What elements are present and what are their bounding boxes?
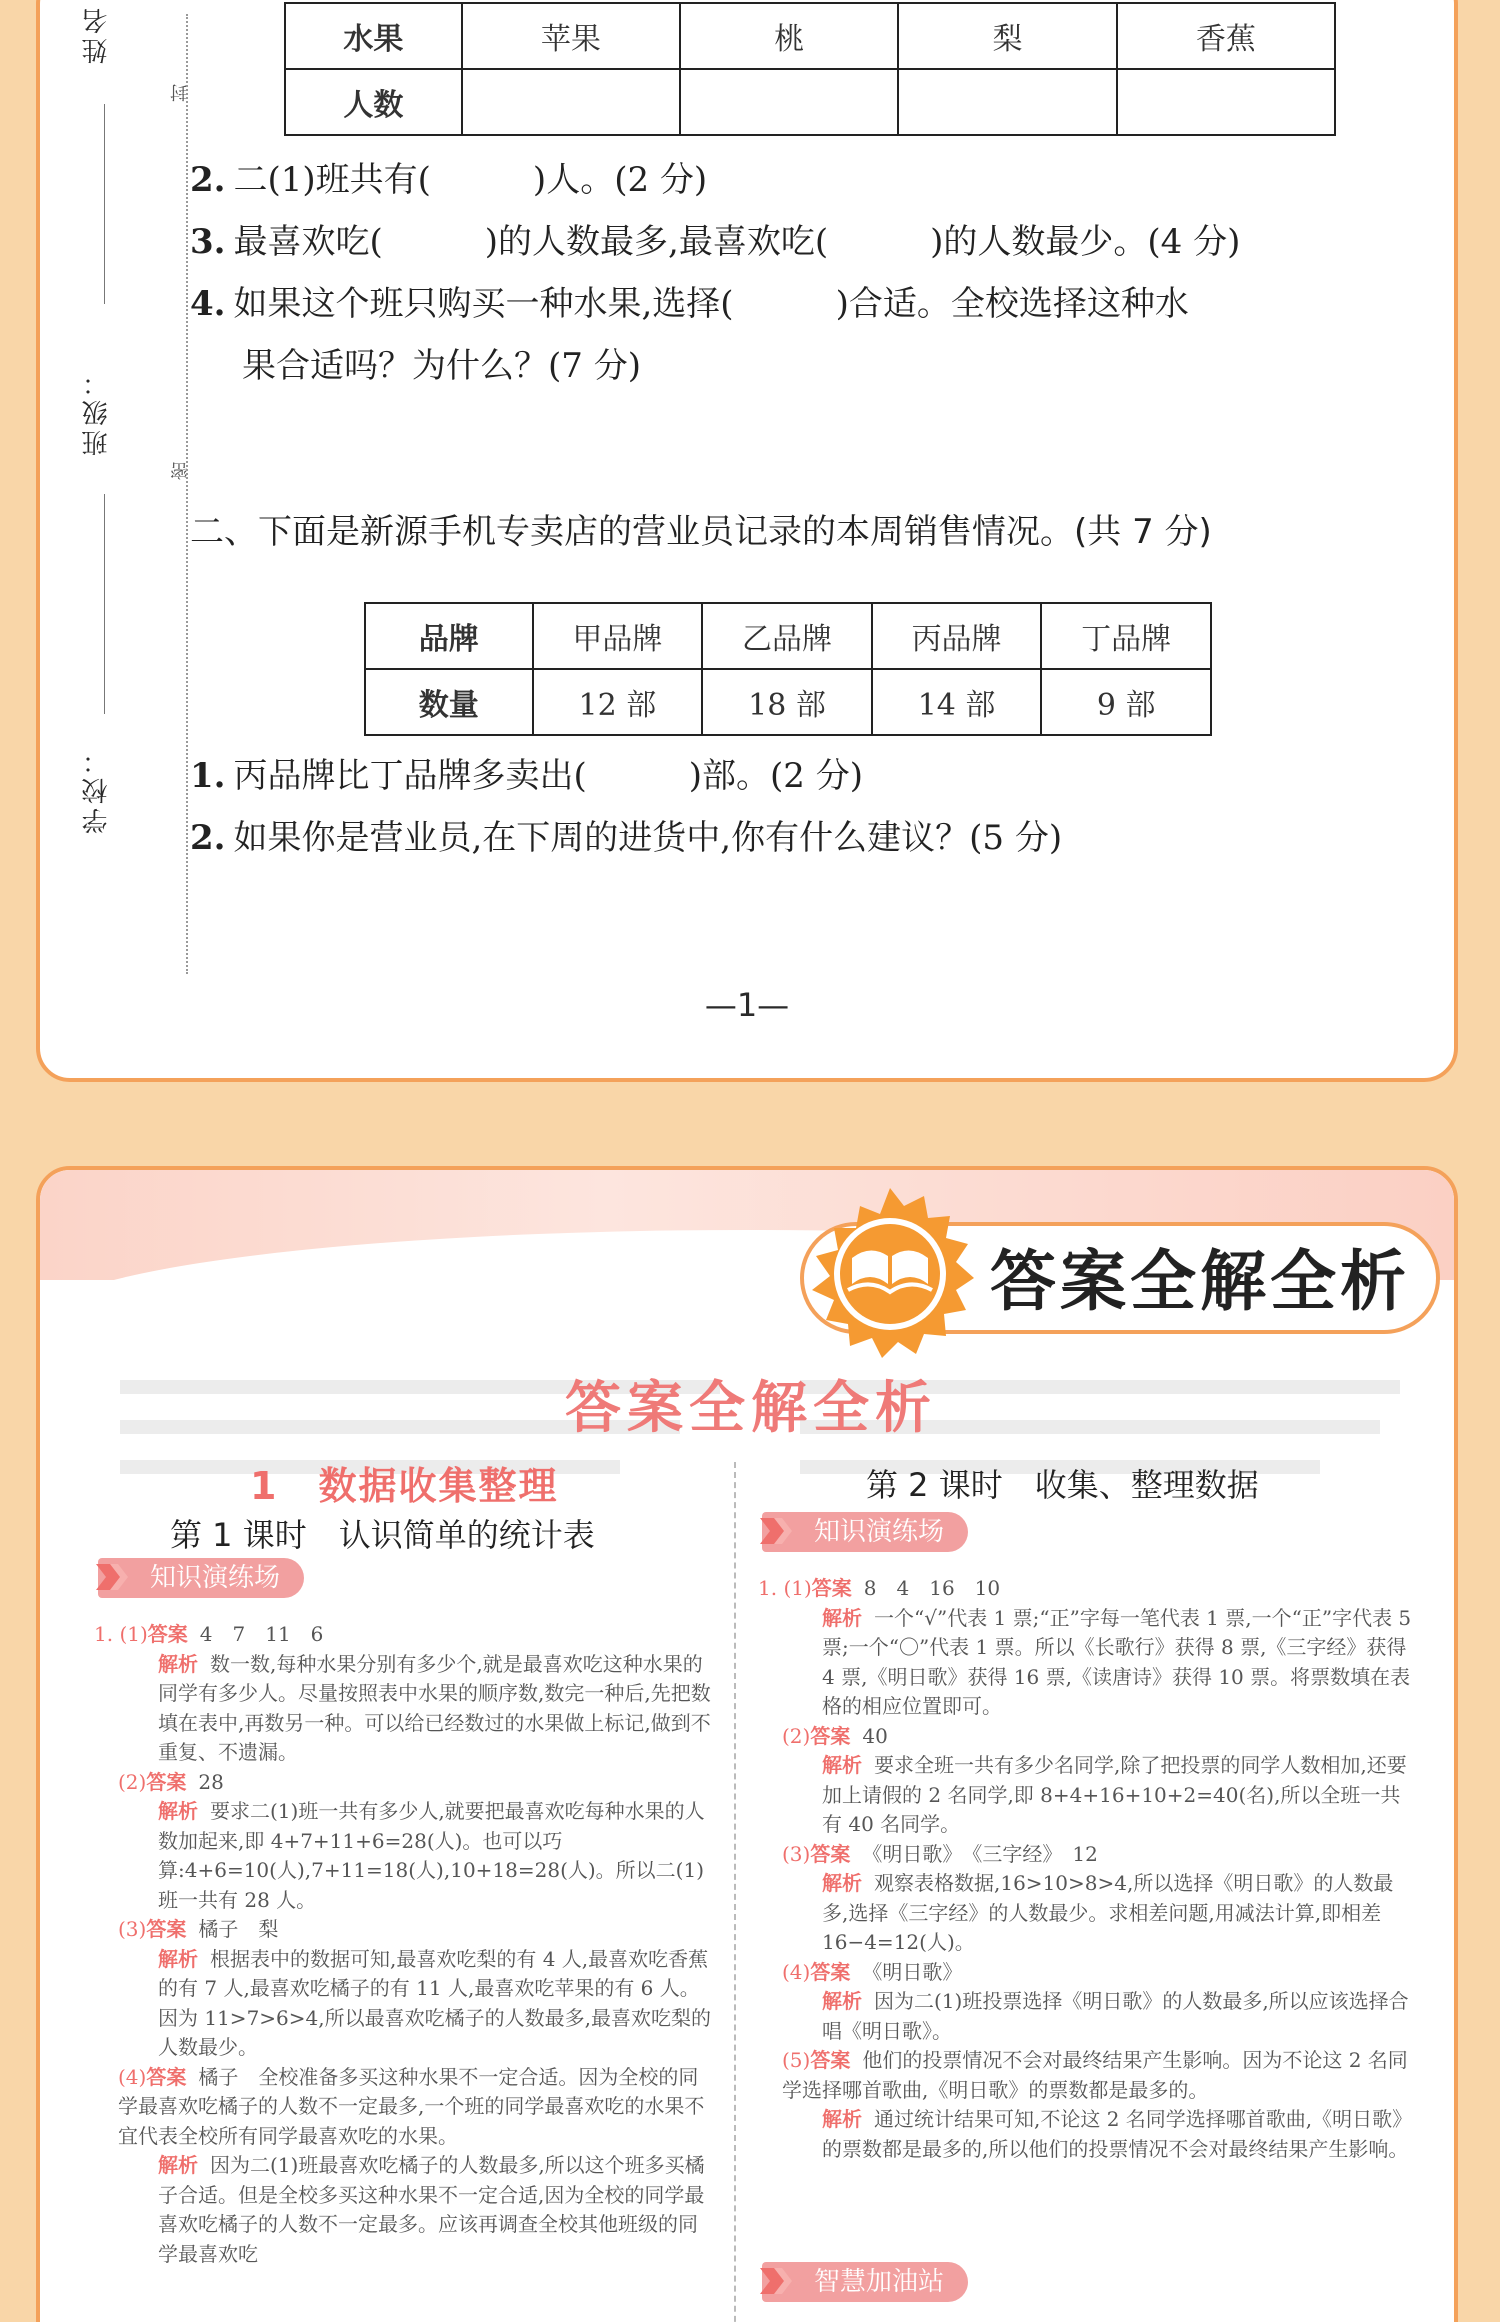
section-pill-1: 知识演练场 bbox=[98, 1558, 304, 1598]
table-cell: 丁品牌 bbox=[1041, 603, 1211, 669]
phone-table-header-row bbox=[365, 603, 1211, 669]
table-cell: 数量 bbox=[365, 669, 533, 735]
banner-title: 答案全解全析 bbox=[990, 1243, 1410, 1320]
book-badge-icon bbox=[800, 1186, 980, 1366]
class-line bbox=[104, 494, 105, 714]
table-cell: 丙品牌 bbox=[872, 603, 1042, 669]
table-cell: 14 部 bbox=[872, 669, 1042, 735]
lesson-1-answers bbox=[94, 1620, 714, 2269]
question-4: 4. 如果这个班只购买一种水果,选择( )合适。全校选择这种水 bbox=[190, 284, 1189, 324]
phone-sales-table bbox=[364, 602, 1212, 736]
empty-cell bbox=[680, 69, 898, 135]
table-cell: 甲品牌 bbox=[533, 603, 703, 669]
answer-2-5: (5)答案 他们的投票情况不会对最终结果产生影响。因为不论这 2 名同学选择哪首歌曲,《明日歌》的票数都是最多的。 bbox=[782, 2048, 1408, 2102]
lesson-1-title: 第 1 课时 认识简单的统计表 bbox=[170, 1516, 595, 1554]
analysis-2-2: 解析 要求全班一共有多少名同学,除了把投票的同学人数相加,还要加上请假的 2 名同学,即 8+4+16+10+2=40(名),所以全班一共有 40 名同学。 bbox=[822, 1753, 1407, 1836]
main-title: 答案全解全析 bbox=[565, 1376, 937, 1441]
question-2: 2. 二(1)班共有( )人。(2 分) bbox=[190, 160, 708, 200]
answer-1-2: (2)答案 28 bbox=[118, 1769, 224, 1794]
empty-cell bbox=[898, 69, 1116, 135]
analysis-2-5: 解析 通过统计结果可知,不论这 2 名同学选择哪首歌曲,《明日歌》的票数都是最多的,所以他们的投票情况不会对最终结果产生影响。 bbox=[822, 2107, 1413, 2161]
answer-2-3: (3)答案 《明日歌》 《三字经》 12 bbox=[782, 1841, 1098, 1866]
table-cell: 12 部 bbox=[533, 669, 703, 735]
table-cell: 水果 bbox=[285, 3, 462, 69]
analysis-2-4: 解析 因为二(1)班投票选择《明日歌》的人数最多,所以应该选择合唱《明日歌》。 bbox=[822, 1989, 1409, 2043]
column-divider bbox=[734, 1462, 736, 2322]
analysis-1-4: 解析 因为二(1)班最喜欢吃橘子的人数最多,所以这个班多买橘子合适。但是全校多买这种水果不一定合适,因为全校的同学最喜欢吃橘子的人数不一定最多。应该再调查全校其他班级的同学最喜欢吃 bbox=[158, 2153, 705, 2266]
fruit-table-count-row bbox=[285, 69, 1335, 135]
table-cell: 18 部 bbox=[702, 669, 872, 735]
table-cell: 桃 bbox=[680, 3, 898, 69]
answer-1-4: (4)答案 橘子 全校准备多买这种水果不一定合适。因为全校的同学最喜欢吃橘子的人数不一定最多,一个班的同学最喜欢吃的水果不宜代表全校所有同学最喜欢吃的水果。 bbox=[118, 2064, 705, 2148]
empty-cell bbox=[1117, 69, 1335, 135]
analysis-1-3: 解析 根据表中的数据可知,最喜欢吃梨的有 4 人,最喜欢吃香蕉的有 7 人,最喜欢吃橘子的有 11 人,最喜欢吃苹果的有 6 人。因为 11>7>6>4,所以最喜欢吃橘子的人数最多,最喜欢吃梨的人数最少。 bbox=[158, 1946, 711, 2059]
fruit-table bbox=[284, 2, 1336, 136]
name-line bbox=[104, 104, 105, 304]
answer-2-1: 1. (1)答案 8 4 16 10 bbox=[758, 1576, 1001, 1600]
question-4-cont: 果合适吗？为什么？(7 分) bbox=[242, 346, 641, 386]
name-label: 姓名 bbox=[82, 4, 112, 64]
analysis-1-1: 解析 数一数,每种水果分别有多少个,就是最喜欢吃这种水果的同学有多少人。尽量按照表中水果的顺序数,数完一种后,先把数填在表中,再数另一种。可以给已经数过的水果做上标记,做到不重复、不遗漏。 bbox=[158, 1651, 711, 1764]
question-3: 3. 最喜欢吃( )的人数最多,最喜欢吃( )的人数最少。(4 分) bbox=[190, 222, 1241, 262]
fruit-table-header-row bbox=[285, 3, 1335, 69]
empty-cell bbox=[462, 69, 680, 135]
seal-char-2: 密 bbox=[170, 462, 191, 480]
section-pill-2: 知识演练场 bbox=[762, 1512, 968, 1552]
seal-char-1: 封 bbox=[170, 84, 191, 102]
table-cell: 人数 bbox=[285, 69, 462, 135]
table-cell: 9 部 bbox=[1041, 669, 1211, 735]
table-cell: 梨 bbox=[898, 3, 1116, 69]
pill-arrow-icon bbox=[756, 1508, 802, 1554]
phone-table-count-row bbox=[365, 669, 1211, 735]
answer-2-2: (2)答案 40 bbox=[782, 1723, 888, 1748]
table-cell: 乙品牌 bbox=[702, 603, 872, 669]
table-cell: 苹果 bbox=[462, 3, 680, 69]
pill-arrow-icon bbox=[756, 2258, 802, 2304]
lesson-2-title: 第 2 课时 收集、整理数据 bbox=[866, 1466, 1259, 1504]
answer-1-3: (3)答案 橘子 梨 bbox=[118, 1917, 279, 1941]
section-2-title: 二、下面是新源手机专卖店的营业员记录的本周销售情况。(共 7 分) bbox=[190, 512, 1212, 552]
chapter-title: 1 数据收集整理 bbox=[250, 1464, 559, 1508]
table-cell: 品牌 bbox=[365, 603, 533, 669]
page-number: —1— bbox=[704, 986, 790, 1024]
answer-page bbox=[36, 1166, 1458, 2322]
dotted-cut-line bbox=[186, 14, 188, 974]
analysis-2-3: 解析 观察表格数据,16>10>8>4,所以选择《明日歌》的人数最多,选择《三字经》的人数最少。求相差问题,用减法计算,即相差 16−4=12(人)。 bbox=[822, 1871, 1394, 1954]
section-pill-3: 智慧加油站 bbox=[762, 2262, 968, 2302]
answer-1-1: 1. (1)答案 4 7 11 6 bbox=[94, 1622, 324, 1646]
section-2-question-2: 2. 如果你是营业员,在下周的进货中,你有什么建议？(5 分) bbox=[190, 818, 1063, 858]
analysis-2-1: 解析 一个“√”代表 1 票;“正”字每一笔代表 1 票,一个“正”字代表 5 票;一个“〇”代表 1 票。所以《长歌行》获得 8 票,《三字经》获得 4 票,《明日歌》获得 16 票,《读唐诗》获得 10 票。将票数填在表格的相应位置即可。 bbox=[822, 1605, 1412, 1718]
pill-arrow-icon bbox=[92, 1554, 138, 1600]
answer-2-4: (4)答案 《明日歌》 bbox=[782, 1959, 963, 1984]
exam-page bbox=[36, 0, 1458, 1082]
analysis-1-2: 解析 要求二(1)班一共有多少人,就要把最喜欢吃每种水果的人数加起来,即 4+7+11+6=28(人)。也可以巧算:4+6=10(人),7+11=18(人),10+18=28(人)。所以二(1)班一共有 28 人。 bbox=[158, 1799, 705, 1912]
school-label: 学校： bbox=[82, 744, 112, 834]
table-cell: 香蕉 bbox=[1117, 3, 1335, 69]
lesson-2-answers bbox=[758, 1574, 1418, 2164]
class-label: 班级： bbox=[82, 366, 112, 456]
section-2-question-1: 1. 丙品牌比丁品牌多卖出( )部。(2 分) bbox=[190, 756, 863, 796]
binding-margin bbox=[40, 0, 190, 1078]
